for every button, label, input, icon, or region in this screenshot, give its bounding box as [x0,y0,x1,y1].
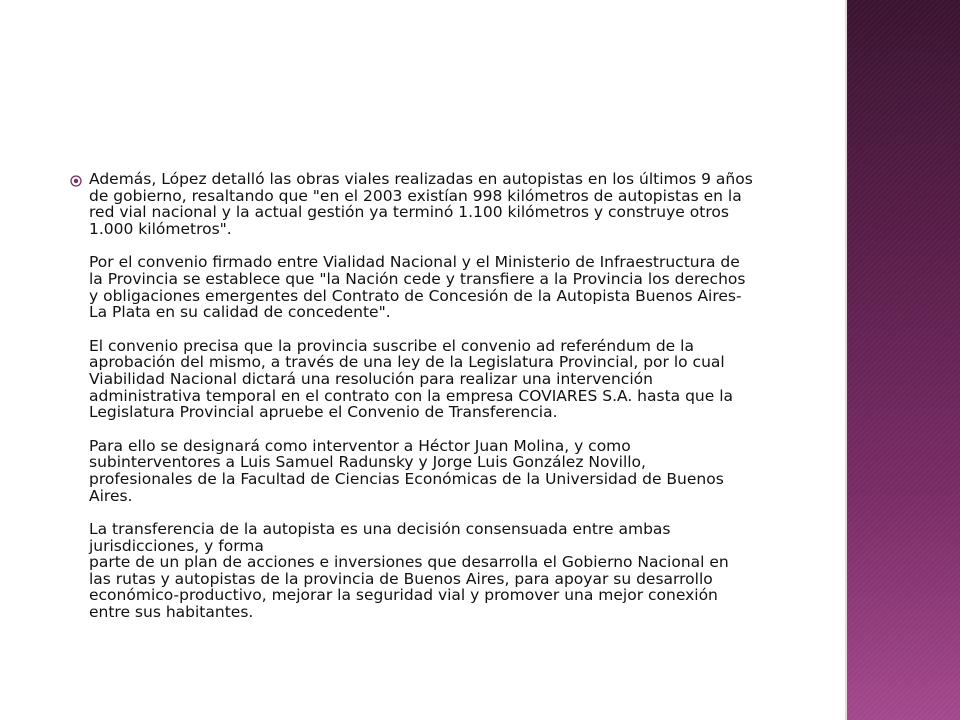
bullet-text [89,171,807,621]
slide-content [72,171,807,621]
circled-dot-bullet-icon [70,172,82,184]
decorative-side-panel [847,0,960,720]
paragraph-transfer-plan: La transferencia de la autopista es una decisión consensuada entre ambas jurisdicciones, y forma parte de un plan de acciones e inversiones que desarrolla el Gobierno Nacional en las rutas y autopistas de la provincia de Buenos Aires, para apoyar su desarrollo económico-productivo, mejorar la seguridad vial y promover una mejor conexión entre sus habitantes. [89,520,729,622]
paragraph-ratification: El convenio precisa que la provincia suscribe el convenio ad referéndum de la aprobación del mismo, a través de una ley de la Legislatura Provincial, por lo cual Viabilidad Nacional dictará una resolución para realizar una intervención administrativa temporal en el contrato con la empresa COVIARES S.A. hasta que la Legislatura Provincial apruebe el Convenio de Transferencia. [89,336,734,422]
paragraph-agreement: Por el convenio firmado entre Vialidad Nacional y el Ministerio de Infraestructura de la Provincia se establece que "la Nación cede y transfiere a la Provincia los derechos y obligaciones emergentes del Contrato de Concesión de la Autopista Buenos Aires- La Plata en su calidad de concedente". [89,253,746,322]
paragraph-achievements: Además, López detalló las obras viales realizadas en autopistas en los últimos 9 años de gobierno, resaltando que "en el 2003 existían 998 kilómetros de autopistas en la red vial nacional y la actual gestión ya terminó 1.100 kilómetros y construye otros 1.000 kilómetros". [89,170,753,238]
paragraph-interventors: Para ello se designará como interventor a Héctor Juan Molina, y como subinterventores a Luis Samuel Radunsky y Jorge Luis González Novillo, profesionales de la Facultad de Ciencias Económicas de la Universidad de Buenos Aires. [89,436,724,505]
